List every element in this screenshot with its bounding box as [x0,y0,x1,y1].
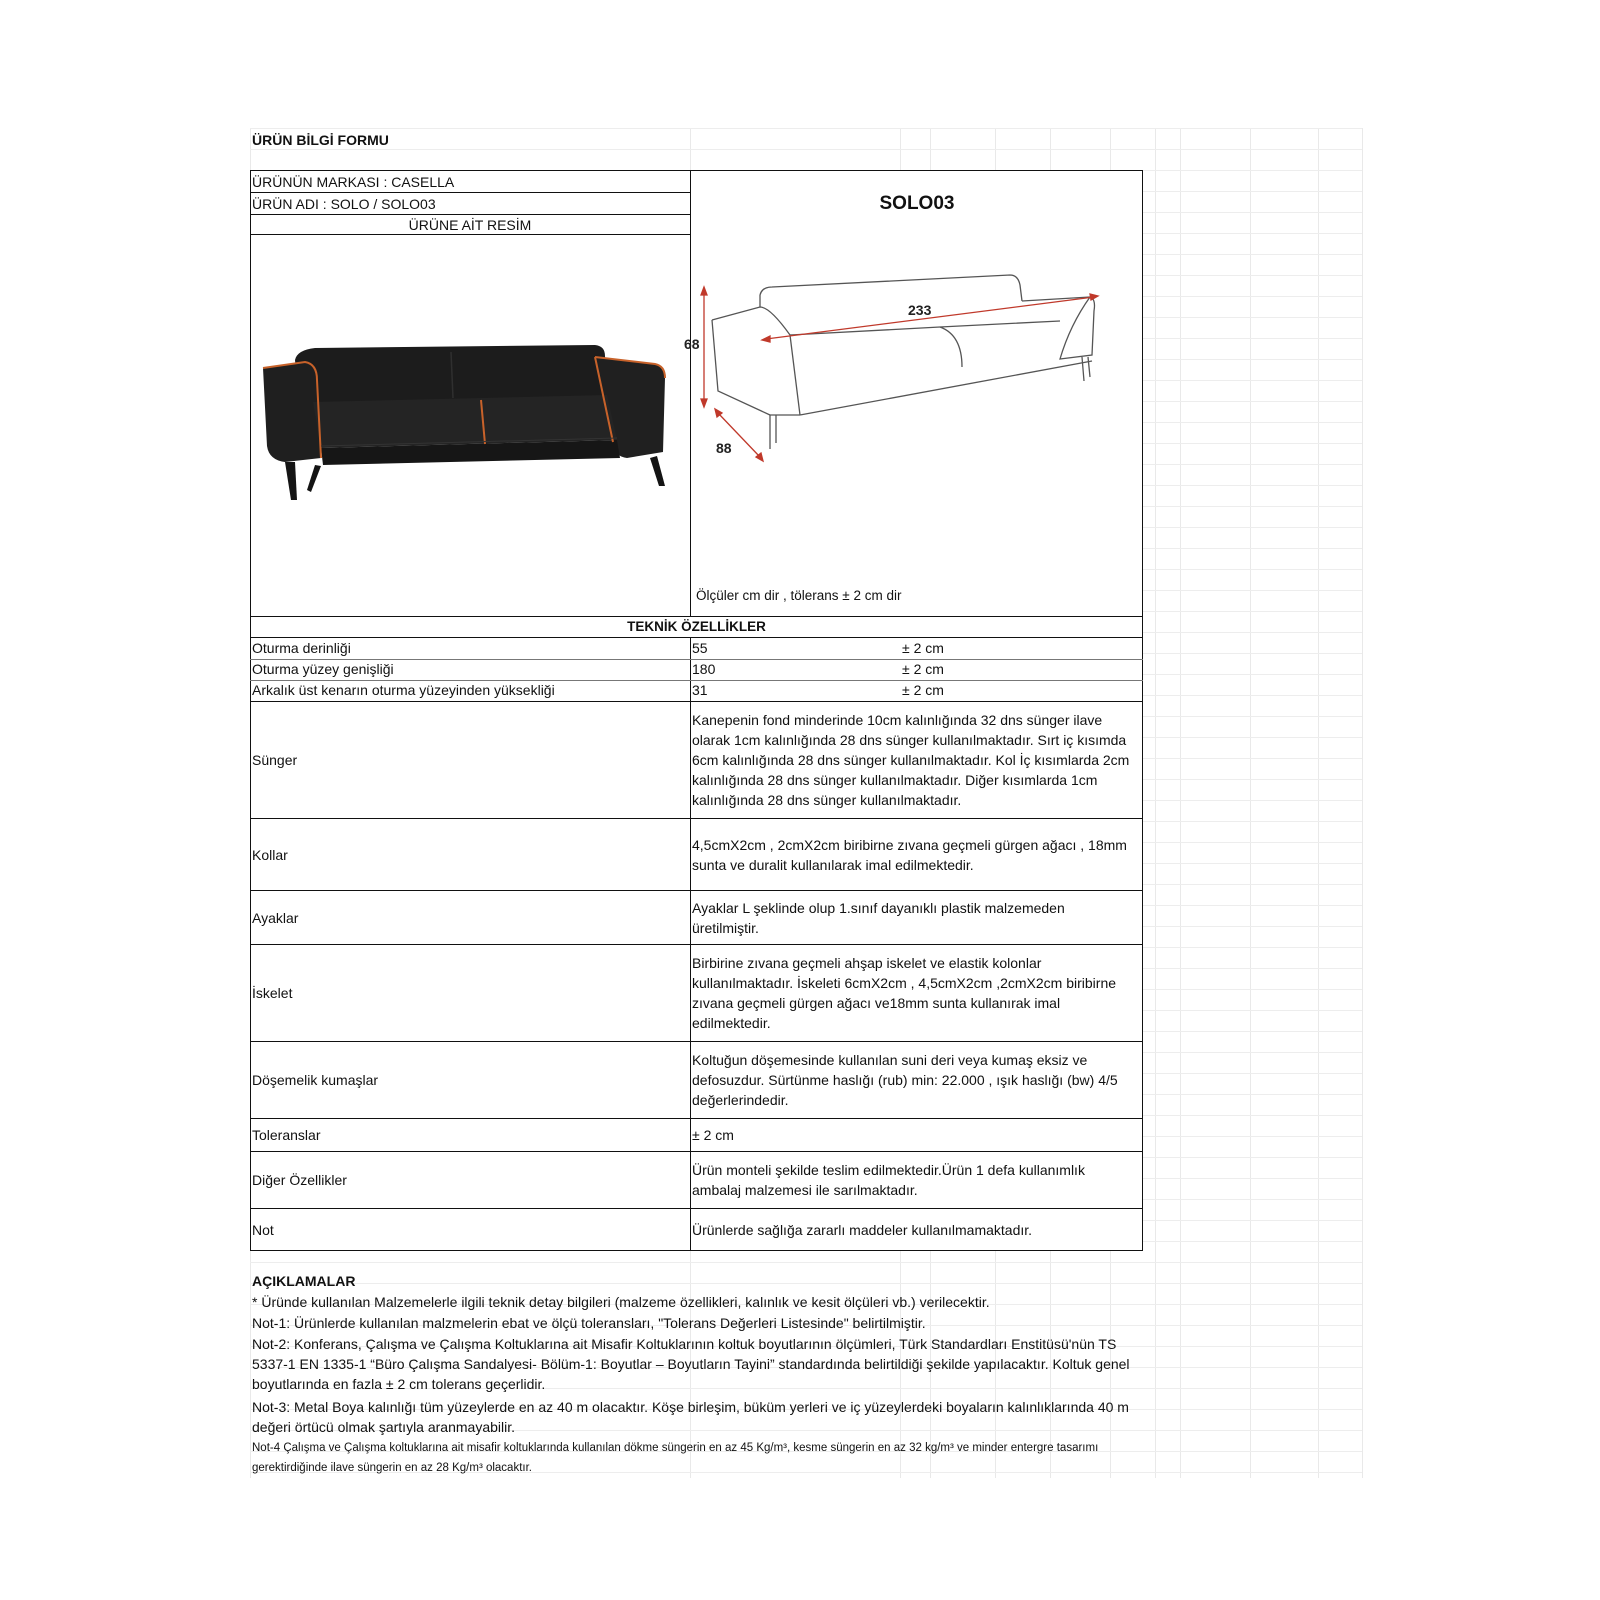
measure-label: Arkalık üst kenarın oturma yüzeyinden yüksekliği [252,682,555,698]
spec-text: ± 2 cm [692,1127,734,1143]
note-item: * Üründe kullanılan Malzemelerle ilgili teknik detay bilgileri (malzeme özellikleri, kalınlık ve kesit ölçüleri vb.) verilecektir. [252,1294,990,1310]
spec-label: Not [252,1222,274,1238]
spec-label: Ayaklar [252,909,299,926]
measure-value: 55 [692,640,708,656]
measure-tolerance: ± 2 cm [902,640,944,656]
spec-text: Ürünlerde sağlığa zararlı maddeler kullanılmamaktadır. [692,1222,1033,1238]
sofa-photo [255,340,685,510]
spec-label: Toleranslar [252,1127,321,1143]
model-code: SOLO03 [879,193,955,214]
tech-header: TEKNİK ÖZELLİKLER [627,619,766,634]
note-item: Not-1: Ürünlerde kullanılan malzmelerin ebat ve ölçü toleransları, "Tolerans Değerleri Listesinde" belirtilmiştir. [252,1315,926,1331]
spec-text: Birbirine zıvana geçmeli ahşap iskelet ve elastik kolonlar kullanılmaktadır. İskeleti 6cmX2cm , 4,5cmX2cm ,2cmX2cm biribirne zıvana geçmeli gürgen ağacı ve18mm sunta kullanırak imal edilmektedir. [692,955,1117,1031]
spec-label: Kollar [252,846,288,863]
measure-tolerance: ± 2 cm [902,682,944,698]
brand-label: ÜRÜNÜN MARKASI : CASELLA [252,174,455,190]
dimension-drawing [684,265,1130,485]
height-dimension-label: 68 [684,336,700,352]
measure-label: Oturma yüzey genişliği [252,661,394,677]
spec-label: İskelet [252,985,293,1001]
spec-label: Döşemelik kumaşlar [252,1072,379,1088]
image-header: ÜRÜNE AİT RESİM [408,217,532,233]
measure-tolerance: ± 2 cm [902,661,944,677]
measure-value: 180 [692,661,716,677]
header-divider [690,170,691,617]
product-name: ÜRÜN ADI : SOLO / SOLO03 [252,196,436,212]
spec-text: Ayaklar L şeklinde olup 1.sınıf dayanıklı plastik malzemeden üretilmiştir. [692,899,1065,936]
spec-label: Sünger [252,752,298,768]
dimension-note: Ölçüler cm dir , tölerans ± 2 cm dir [696,588,902,603]
width-dimension-label: 233 [908,302,932,318]
note-item: Not-2: Konferans, Çalışma ve Çalışma Koltuklarına ait Misafir Koltuklarının koltuk boyutlarının ölçümleri, Türk Standardları Enstitüsü'nün TS 5337-1 EN 1335-1 “Büro Çalışma Sandalyesi- Bölüm-1: Boyutlar – Boyutların Tayini” standardında belirtildiği şekilde yapılacaktır. Koltuk genel boyutlarında en fazla ± 2 cm tolerans geçerlidir. [252,1336,1130,1392]
notes-header: AÇIKLAMALAR [252,1273,356,1289]
spec-text: 4,5cmX2cm , 2cmX2cm biribirne zıvana geçmeli gürgen ağacı , 18mm sunta ve duralit kullanılarak imal edilmektedir. [692,836,1127,873]
form-title: ÜRÜN BİLGİ FORMU [252,132,389,148]
spec-text: Ürün monteli şekilde teslim edilmektedir.Ürün 1 defa kullanımlık ambalaj malzemesi ile sarılmaktadır. [692,1162,1085,1198]
note-item: Not-3: Metal Boya kalınlığı tüm yüzeylerde en az 40 m olacaktır. Köşe birleşim, büküm yerleri ve iç yüzeylerdeki boyaların kalınlıklarında 40 m değeri örtücü olmak şartıyla aranmayabilir. [252,1399,1129,1435]
spec-text: Koltuğun döşemesinde kullanılan suni deri veya kumaş eksiz ve defosuzdur. Sürtünme haslığı (rub) min: 22.000 , ışık haslığı (bw) 4/5 değerlerindedir. [692,1052,1118,1108]
spec-label: Diğer Özellikler [252,1172,347,1188]
measure-label: Oturma derinliği [252,640,351,656]
measure-value: 31 [692,682,708,698]
note-item: Not-4 Çalışma ve Çalışma koltuklarına ait misafir koltuklarında kullanılan dökme süngerin en az 45 Kg/m³, kesme süngerin en az 32 kg/m³ ve minder entergre tasarımı gerektirdiğinde ilave süngerin en az 28 Kg/m³ olacaktır. [252,1442,1099,1474]
depth-dimension-label: 88 [716,440,732,456]
spec-text: Kanepenin fond minderinde 10cm kalınlığında 32 dns sünger ilave olarak 1cm kalınlığında 28 dns sünger kullanılmaktadır. Sırt iç kısımda 6cm kalınlığında 28 dns sünger kullanılmaktadır. Kol İç kısımlarda 2cm kalınlığında 28 dns sünger kullanılmaktadır. Diğer kısımlarda 1cm kalınlığında 28 dns sünger kullanılmaktadır. [692,712,1130,808]
